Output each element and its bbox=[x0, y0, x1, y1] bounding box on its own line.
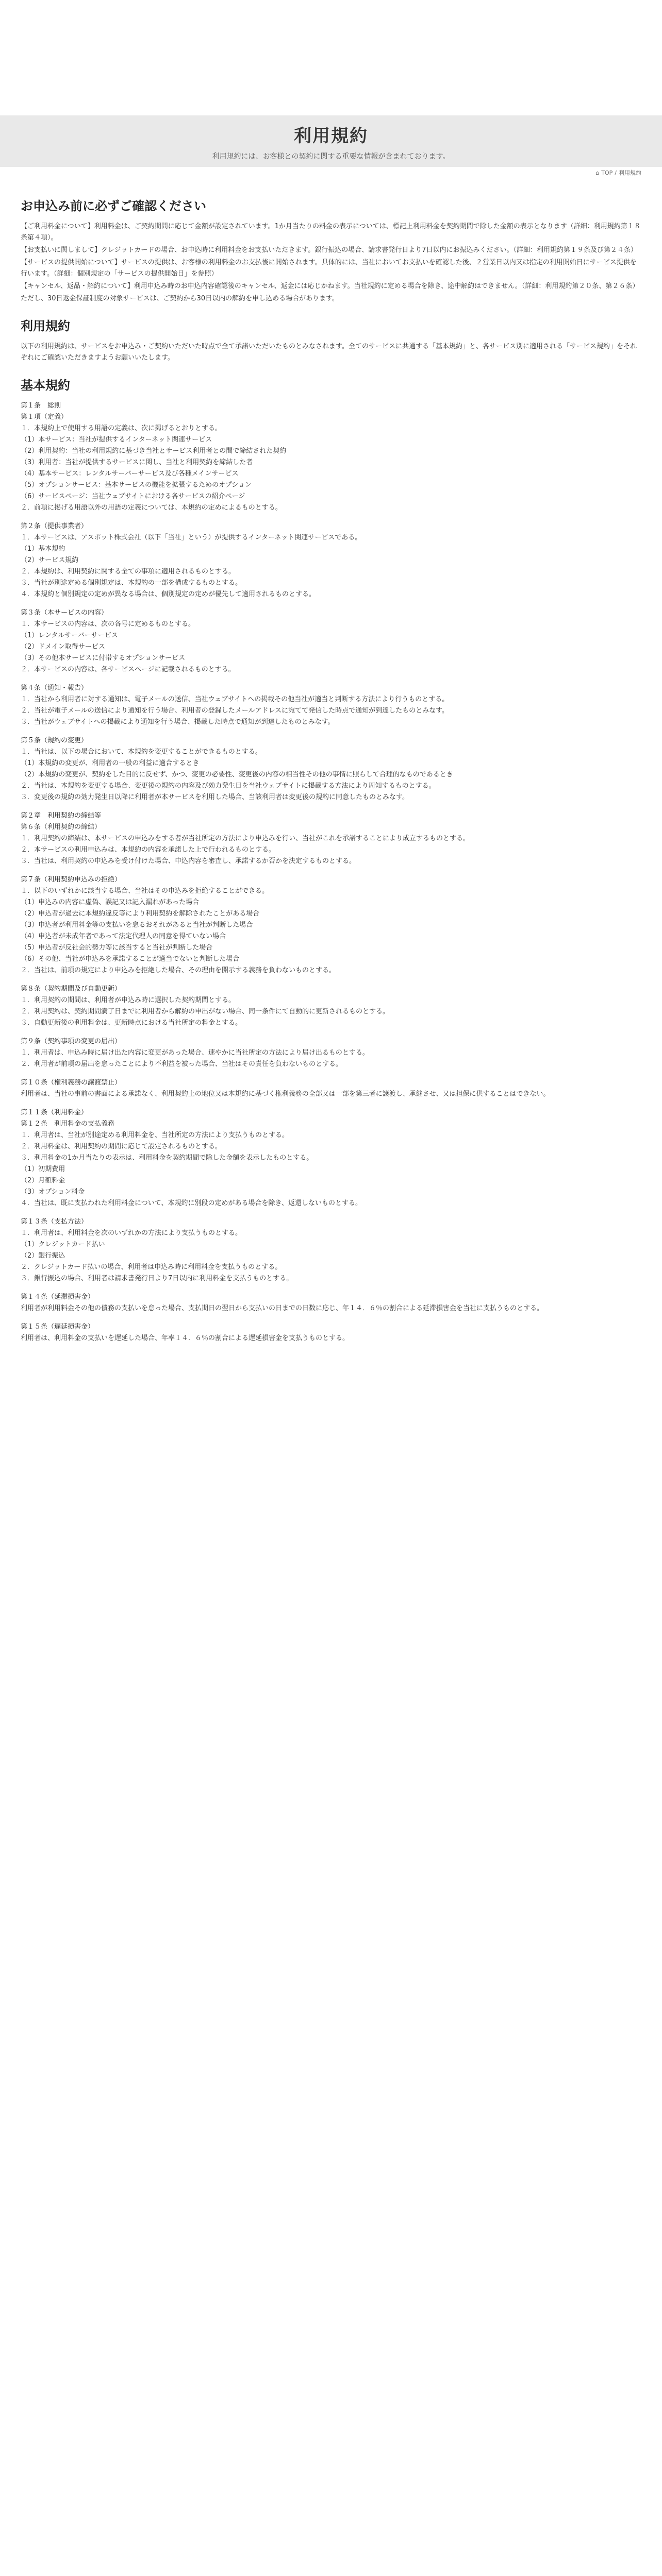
article-line: ３．利用料金の1か月当たりの表示は、利用料金を契約期間で除した金額を表示したものとする。 bbox=[21, 1154, 313, 1162]
article-line: （5）オプションサービス：基本サービスの機能を拡張するためのオプション bbox=[21, 481, 252, 489]
paragraph: 以下の利用規約は、サービスをお申込み・ご契約いただいた時点で全て承諾いただいたものとみなされます。全てのサービスに共通する「基本規約」と、各サービス別に適用される「サービス規約」をそれぞれにご確認いただきますようお願いいたします。 bbox=[21, 343, 637, 362]
article-line: ３．当社がウェブサイトへの掲載により通知を行う場合、掲載した時点で通知が到達したものとみなす。 bbox=[21, 718, 335, 726]
article bbox=[21, 607, 641, 675]
article bbox=[21, 1036, 641, 1070]
article-title: 第１３条（支払方法） bbox=[21, 1218, 88, 1226]
article-title: 第１条 総則 bbox=[21, 402, 61, 410]
article-line: ４．本規約と個別規定の定めが異なる場合は、個別規定の定めが優先して適用されるものとする。 bbox=[21, 590, 316, 598]
article-line: （1）基本規約 bbox=[21, 545, 65, 553]
article-line: （6）その他、当社が申込みを承諾することが適当でないと判断した場合 bbox=[21, 955, 240, 963]
article-line: ３．自動更新後の利用料金は、更新時点における当社所定の料金とする。 bbox=[21, 1019, 242, 1027]
notice-lines bbox=[21, 221, 641, 304]
notice-section bbox=[21, 196, 641, 304]
article-line: １．利用契約の締結は、本サービスの申込みをする者が当社所定の方法により申込みを行い、当社がこれを承諾することにより成立するものとする。 bbox=[21, 835, 470, 842]
basic-articles bbox=[21, 400, 641, 1344]
article bbox=[21, 1216, 641, 1284]
article-line: （4）基本サービス：レンタルサーバーサービス及び各種メインサービス bbox=[21, 470, 239, 478]
article-line: ２．当社は、本規約を変更する場合、変更後の規約の内容及び効力発生日を当社ウェブサイトに掲載する方法により周知するものとする。 bbox=[21, 782, 436, 790]
article-title: 第１１条（利用料金） bbox=[21, 1109, 88, 1116]
terms-title: 利用規約 bbox=[21, 319, 70, 333]
article-line: （1）レンタルサーバーサービス bbox=[21, 632, 118, 639]
article-line: ３．当社は、利用契約の申込みを受け付けた場合、申込内容を審査し、承諾するか否かを決定するものとする。 bbox=[21, 857, 356, 865]
article-title: 第１０条（権利義務の譲渡禁止） bbox=[21, 1079, 122, 1087]
article-line: 利用者は、当社の事前の書面による承諾なく、利用契約上の地位又は本規約に基づく権利義務の全部又は一部を第三者に譲渡し、承継させ、又は担保に供することはできない。 bbox=[21, 1090, 550, 1098]
article bbox=[21, 735, 641, 803]
paragraph: 【ご利用料金について】利用料金は、ご契約期間に応じて金額が設定されています。1か月当たりの料金の表示については、標記上利用料金を契約期間で除した金額の表示となります（詳細：利用規約第１８条第４項）。 bbox=[21, 223, 641, 242]
article-line: （2）申込者が過去に本規約違反等により利用契約を解除されたことがある場合 bbox=[21, 910, 260, 918]
article-line: （3）オプション料金 bbox=[21, 1188, 85, 1196]
article bbox=[21, 1077, 641, 1100]
article-line: （1）クレジットカード払い bbox=[21, 1241, 105, 1248]
paragraph: 【サービスの提供開始について】サービスの提供は、お客様の利用料金のお支払後に開始されます。具体的には、当社においてお支払いを確認した後、２営業日以内又は指定の利用開始日にサービス提供を行います。（詳細：個別規定の「サービスの提供開始日」を参照） bbox=[21, 259, 637, 278]
article-line: （2）銀行振込 bbox=[21, 1252, 65, 1260]
notice-title: お申込み前に必ずご確認ください bbox=[21, 199, 206, 213]
article-line: ３．銀行振込の場合、利用者は請求書発行日より7日以内に利用料金を支払うものとする。 bbox=[21, 1275, 293, 1282]
article-title: 第８条（契約期間及び自動更新） bbox=[21, 985, 122, 993]
article-title: 第７条（利用契約申込みの拒絶） bbox=[21, 876, 122, 884]
article bbox=[21, 521, 641, 600]
article-line: （1）申込みの内容に虚偽、誤記又は記入漏れがあった場合 bbox=[21, 899, 200, 906]
article bbox=[21, 1321, 641, 1344]
breadcrumb-current: 利用規約 bbox=[619, 170, 641, 176]
article-line: 第１項（定義） bbox=[21, 413, 68, 421]
basic-terms-section bbox=[21, 375, 641, 1344]
article bbox=[21, 683, 641, 728]
home-icon: ⌂ bbox=[595, 169, 600, 176]
article-line: （6）サービスページ：当社ウェブサイトにおける各サービスの紹介ページ bbox=[21, 493, 245, 500]
article-line: 利用者は、利用料金の支払いを遅延した場合、年率１４．６％の割合による遅延損害金を支払うものとする。 bbox=[21, 1334, 350, 1342]
top-whitespace bbox=[0, 0, 662, 115]
article-line: １．利用者は、利用料金を次のいずれかの方法により支払うものとする。 bbox=[21, 1229, 242, 1237]
article-line: （2）ドメイン取得サービス bbox=[21, 643, 105, 651]
article-line: ２．当社は、前項の規定により申込みを拒絶した場合、その理由を開示する義務を負わないものとする。 bbox=[21, 967, 336, 974]
page-subtitle: 利用規約には、お客様との契約に関する重要な情報が含まれております。 bbox=[212, 152, 450, 161]
paragraph: 【お支払いに関しまして】クレジットカードの場合、お申込時に利用料金をお支払いただきます。銀行振込の場合、請求書発行日より7日以内にお振込みください。（詳細：利用規約第１９条及び第２４条） bbox=[21, 246, 638, 254]
article-title: 第３条（本サービスの内容） bbox=[21, 609, 108, 617]
article-line: ２．当社が電子メールの送信により通知を行う場合、利用者の登録したメールアドレスに宛てて発信した時点で通知が到達したものとみなす。 bbox=[21, 707, 449, 715]
article-title: 第５条（規約の変更） bbox=[21, 737, 88, 744]
article-line: 第１２条 利用料金の支払義務 bbox=[21, 1120, 115, 1128]
article-line: １．当社は、以下の場合において、本規約を変更することができるものとする。 bbox=[21, 748, 262, 756]
article-line: （2）本規約の変更が、契約をした目的に反せず、かつ、変更の必要性、変更後の内容の相当性その他の事情に照らして合理的なものであるとき bbox=[21, 771, 453, 778]
breadcrumb-home-link[interactable]: TOP bbox=[601, 169, 613, 176]
article-title: 第１４条（延滞損害金） bbox=[21, 1293, 95, 1301]
article-line: 利用者が利用料金その他の債務の支払いを怠った場合、支払期日の翌日から支払いの日までの日数に応じ、年１４．６％の割合による延滞損害金を当社に支払うものとする。 bbox=[21, 1304, 544, 1312]
article-line: ２．利用契約は、契約期間満了日までに利用者から解約の申出がない場合、同一条件にて自動的に更新されるものとする。 bbox=[21, 1008, 390, 1015]
paragraph: ただし、30日返金保証制度の対象サービスは、ご契約から30日以内の解約を申し込める場合があります。 bbox=[21, 295, 339, 302]
article-title: 第２章 利用契約の締結等 bbox=[21, 812, 102, 820]
article-line: （3）その他本サービスに付帯するオプションサービス bbox=[21, 654, 186, 662]
article-line: ２．利用料金は、利用契約の期間に応じて設定されるものとする。 bbox=[21, 1143, 222, 1150]
article-line: １．利用者は、当社が別途定める利用料金を、当社所定の方法により支払うものとする。 bbox=[21, 1131, 289, 1139]
article bbox=[21, 810, 641, 867]
article bbox=[21, 1107, 641, 1209]
breadcrumb-separator: / bbox=[615, 169, 617, 176]
article-line: ２．本サービスの利用申込みは、本規約の内容を承諾した上で行われるものとする。 bbox=[21, 846, 276, 854]
article-title: 第９条（契約事項の変更の届出） bbox=[21, 1038, 122, 1045]
main-content bbox=[0, 178, 662, 1344]
article-line: １．本サービスは、アスポット株式会社（以下「当社」という）が提供するインターネット関連サービスである。 bbox=[21, 534, 362, 541]
article-line: （5）申込者が反社会的勢力等に該当すると当社が判断した場合 bbox=[21, 944, 213, 952]
article-line: （1）本サービス：当社が提供するインターネット関連サービス bbox=[21, 436, 212, 444]
article-line: （1）初期費用 bbox=[21, 1165, 65, 1173]
article bbox=[21, 1292, 641, 1314]
page-title: 利用規約 bbox=[294, 125, 368, 146]
article-line: １．利用者は、申込み時に届け出た内容に変更があった場合、速やかに当社所定の方法により届け出るものとする。 bbox=[21, 1049, 369, 1057]
article-line: 第６条（利用契約の締結） bbox=[21, 823, 102, 831]
article-line: （4）申込者が未成年者であって法定代理人の同意を得ていない場合 bbox=[21, 933, 226, 940]
article-line: （3）申込者が利用料金等の支払いを怠るおそれがあると当社が判断した場合 bbox=[21, 921, 253, 929]
article bbox=[21, 984, 641, 1029]
article-line: ２．利用者が前項の届出を怠ったことにより不利益を被った場合、当社はその責任を負わないものとする。 bbox=[21, 1060, 343, 1068]
article-line: ２．本規約は、利用契約に関する全ての事項に適用されるものとする。 bbox=[21, 568, 236, 575]
article-line: １．本規約上で使用する用語の定義は、次に掲げるとおりとする。 bbox=[21, 425, 222, 432]
article-line: （2）利用契約：当社の利用規約に基づき当社とサービス利用者との間で締結された契約 bbox=[21, 447, 287, 455]
article-line: ２．前項に掲げる用語以外の用語の定義については、本規約の定めによるものとする。 bbox=[21, 504, 282, 512]
article-line: （2）月額料金 bbox=[21, 1177, 65, 1184]
article-line: ４．当社は、既に支払われた利用料金について、本規約に別段の定めがある場合を除き、返還しないものとする。 bbox=[21, 1199, 362, 1207]
article-title: 第１５条（遅延損害金） bbox=[21, 1323, 95, 1331]
terms-lines bbox=[21, 341, 641, 364]
basic-terms-title: 基本規約 bbox=[21, 378, 70, 393]
article-title: 第４条（通知・報告） bbox=[21, 684, 88, 692]
article-line: ３．当社が別途定める個別規定は、本規約の一部を構成するものとする。 bbox=[21, 579, 242, 587]
paragraph: 【キャンセル、返品・解約について】利用申込み時のお申込内容確認後のキャンセル、返金には応じかねます。当社規約に定める場合を除き、途中解約はできません。（詳細：利用規約第２０条、第２６条） bbox=[21, 282, 639, 290]
article-title: 第２条（提供事業者） bbox=[21, 522, 88, 530]
page-header bbox=[0, 115, 662, 167]
article bbox=[21, 400, 641, 514]
terms-section bbox=[21, 316, 641, 364]
article-line: １．利用契約の期間は、利用者が申込み時に選択した契約期間とする。 bbox=[21, 996, 236, 1004]
article-line: ２．本サービスの内容は、各サービスページに記載されるものとする。 bbox=[21, 666, 235, 673]
article-line: （2）サービス規約 bbox=[21, 556, 79, 564]
article-line: ３．変更後の規約の効力発生日以降に利用者が本サービスを利用した場合、当該利用者は変更後の規約に同意したものとみなす。 bbox=[21, 793, 409, 801]
article-line: １．本サービスの内容は、次の各号に定めるものとする。 bbox=[21, 620, 195, 628]
article bbox=[21, 874, 641, 976]
article-line: １．以下のいずれかに該当する場合、当社はその申込みを拒絶することができる。 bbox=[21, 887, 269, 895]
breadcrumb bbox=[0, 167, 662, 178]
article-line: １．当社から利用者に対する通知は、電子メールの送信、当社ウェブサイトへの掲載その他当社が適当と判断する方法により行うものとする。 bbox=[21, 696, 449, 703]
article-line: ２．クレジットカード払いの場合、利用者は申込み時に利用料金を支払うものとする。 bbox=[21, 1263, 282, 1271]
article-line: （1）本規約の変更が、利用者の一般の利益に適合するとき bbox=[21, 759, 200, 767]
article-line: （3）利用者：当社が提供するサービスに関し、当社と利用契約を締結した者 bbox=[21, 459, 253, 466]
